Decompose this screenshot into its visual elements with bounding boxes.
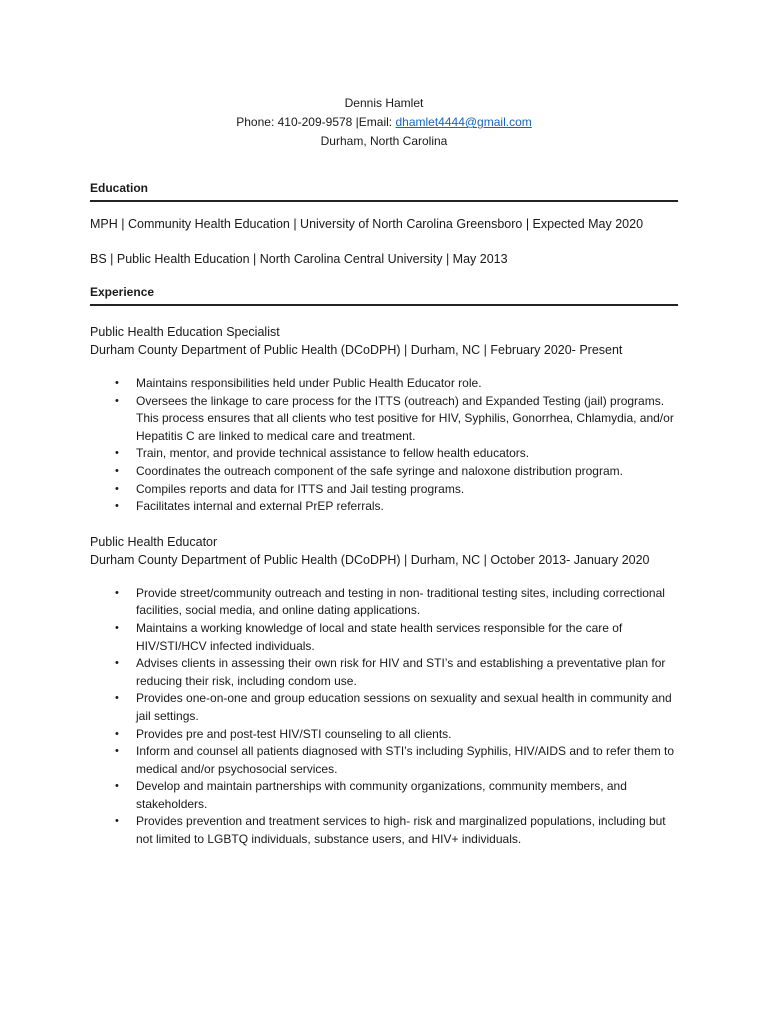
duty-text: Oversees the linkage to care process for the ITTS (outreach) and Expanded Testing (jail) programs. This process ensures that all clients who test positive for HIV, Syphilis, Gonorrhea, Chlamydia, and/or Hepatitis C are linked to medical care and treatment. bbox=[136, 393, 674, 443]
list-item bbox=[115, 375, 678, 393]
duty-text: Inform and counsel all patients diagnosed with STI’s including Syphilis, HIV/AIDS and to refer them to medical and/or psychosocial services. bbox=[136, 744, 675, 776]
duty-text: Provides pre and post-test HIV/STI counseling to all clients. bbox=[136, 726, 452, 741]
bullet-icon: • bbox=[115, 780, 119, 793]
bullet-icon: • bbox=[115, 745, 119, 758]
education-entry: MPH | Community Health Education | University of North Carolina Greensboro | Expected May 2020 bbox=[90, 217, 644, 231]
job-organization: Durham County Department of Public Health (DCoDPH) | Durham, NC | October 2013- January 2020 bbox=[90, 552, 650, 567]
duty-text: Train, mentor, and provide technical assistance to fellow health educators. bbox=[136, 446, 530, 461]
duty-text: Maintains a working knowledge of local and state health services responsible for the care of HIV/STI/HCV infected individuals. bbox=[136, 620, 623, 653]
bullet-icon: • bbox=[115, 621, 119, 634]
job-block bbox=[90, 323, 678, 516]
job-duties-list bbox=[90, 375, 678, 516]
education-entry: BS | Public Health Education | North Carolina Central University | May 2013 bbox=[90, 252, 508, 266]
job-title: Public Health Educator bbox=[90, 534, 218, 549]
list-item bbox=[115, 481, 678, 499]
list-item bbox=[115, 585, 678, 620]
bullet-icon: • bbox=[115, 447, 119, 460]
duty-text: Maintains responsibilities held under Public Health Educator role. bbox=[136, 376, 482, 390]
email-link[interactable]: dhamlet4444@gmail.com bbox=[395, 115, 532, 129]
duty-text: Facilitates internal and external PrEP referrals. bbox=[136, 499, 384, 514]
list-item bbox=[115, 620, 678, 655]
list-item bbox=[115, 498, 678, 516]
bullet-icon: • bbox=[115, 692, 119, 705]
location-text: Durham, North Carolina bbox=[320, 134, 448, 148]
duty-text: Coordinates the outreach component of the safe syringe and naloxone distribution program. bbox=[136, 463, 623, 478]
bullet-icon: • bbox=[115, 815, 119, 828]
duty-text: Provide street/community outreach and testing in non- traditional testing sites, including correctional facilities, social media, and online dating applications. bbox=[136, 585, 665, 618]
job-title: Public Health Education Specialist bbox=[90, 325, 280, 339]
duty-text: Advises clients in assessing their own risk for HIV and STI’s and establishing a preventative plan for reducing their risk, including condom use. bbox=[136, 656, 666, 688]
job-organization: Durham County Department of Public Health (DCoDPH) | Durham, NC | February 2020- Present bbox=[90, 343, 623, 357]
list-item bbox=[115, 690, 678, 725]
list-item bbox=[115, 463, 678, 481]
duty-text: Provides prevention and treatment services to high- risk and marginalized populations, including but not limited to LGBTQ individuals, substance users, and HIV+ individuals. bbox=[136, 814, 666, 847]
list-item bbox=[115, 445, 678, 463]
duty-text: Provides one-on-one and group education sessions on sexuality and sexual health in community and jail settings. bbox=[136, 691, 672, 723]
bullet-icon: • bbox=[115, 482, 119, 495]
duty-text: Develop and maintain partnerships with community organizations, community members, and stakeholders. bbox=[136, 779, 627, 811]
list-item bbox=[115, 778, 678, 813]
list-item bbox=[115, 726, 678, 744]
bullet-icon: • bbox=[115, 464, 119, 477]
bullet-icon: • bbox=[115, 377, 119, 389]
resume-header bbox=[0, 94, 768, 151]
list-item bbox=[115, 743, 678, 778]
education-heading: Education bbox=[90, 180, 678, 202]
phone-text: Phone: 410-209-9578 |Email: bbox=[236, 115, 396, 129]
experience-heading: Experience bbox=[90, 284, 678, 306]
bullet-icon: • bbox=[115, 394, 119, 407]
bullet-icon: • bbox=[115, 500, 119, 513]
duty-text: Compiles reports and data for ITTS and Jail testing programs. bbox=[136, 481, 465, 496]
bullet-icon: • bbox=[115, 727, 119, 740]
list-item bbox=[115, 655, 678, 690]
bullet-icon: • bbox=[115, 657, 119, 670]
contact-line bbox=[0, 113, 768, 132]
job-block bbox=[90, 533, 678, 849]
resume-body bbox=[90, 180, 678, 849]
list-item bbox=[115, 813, 678, 848]
list-item bbox=[115, 393, 678, 446]
job-duties-list bbox=[90, 585, 678, 849]
bullet-icon: • bbox=[115, 586, 119, 599]
candidate-name: Dennis Hamlet bbox=[344, 96, 424, 110]
